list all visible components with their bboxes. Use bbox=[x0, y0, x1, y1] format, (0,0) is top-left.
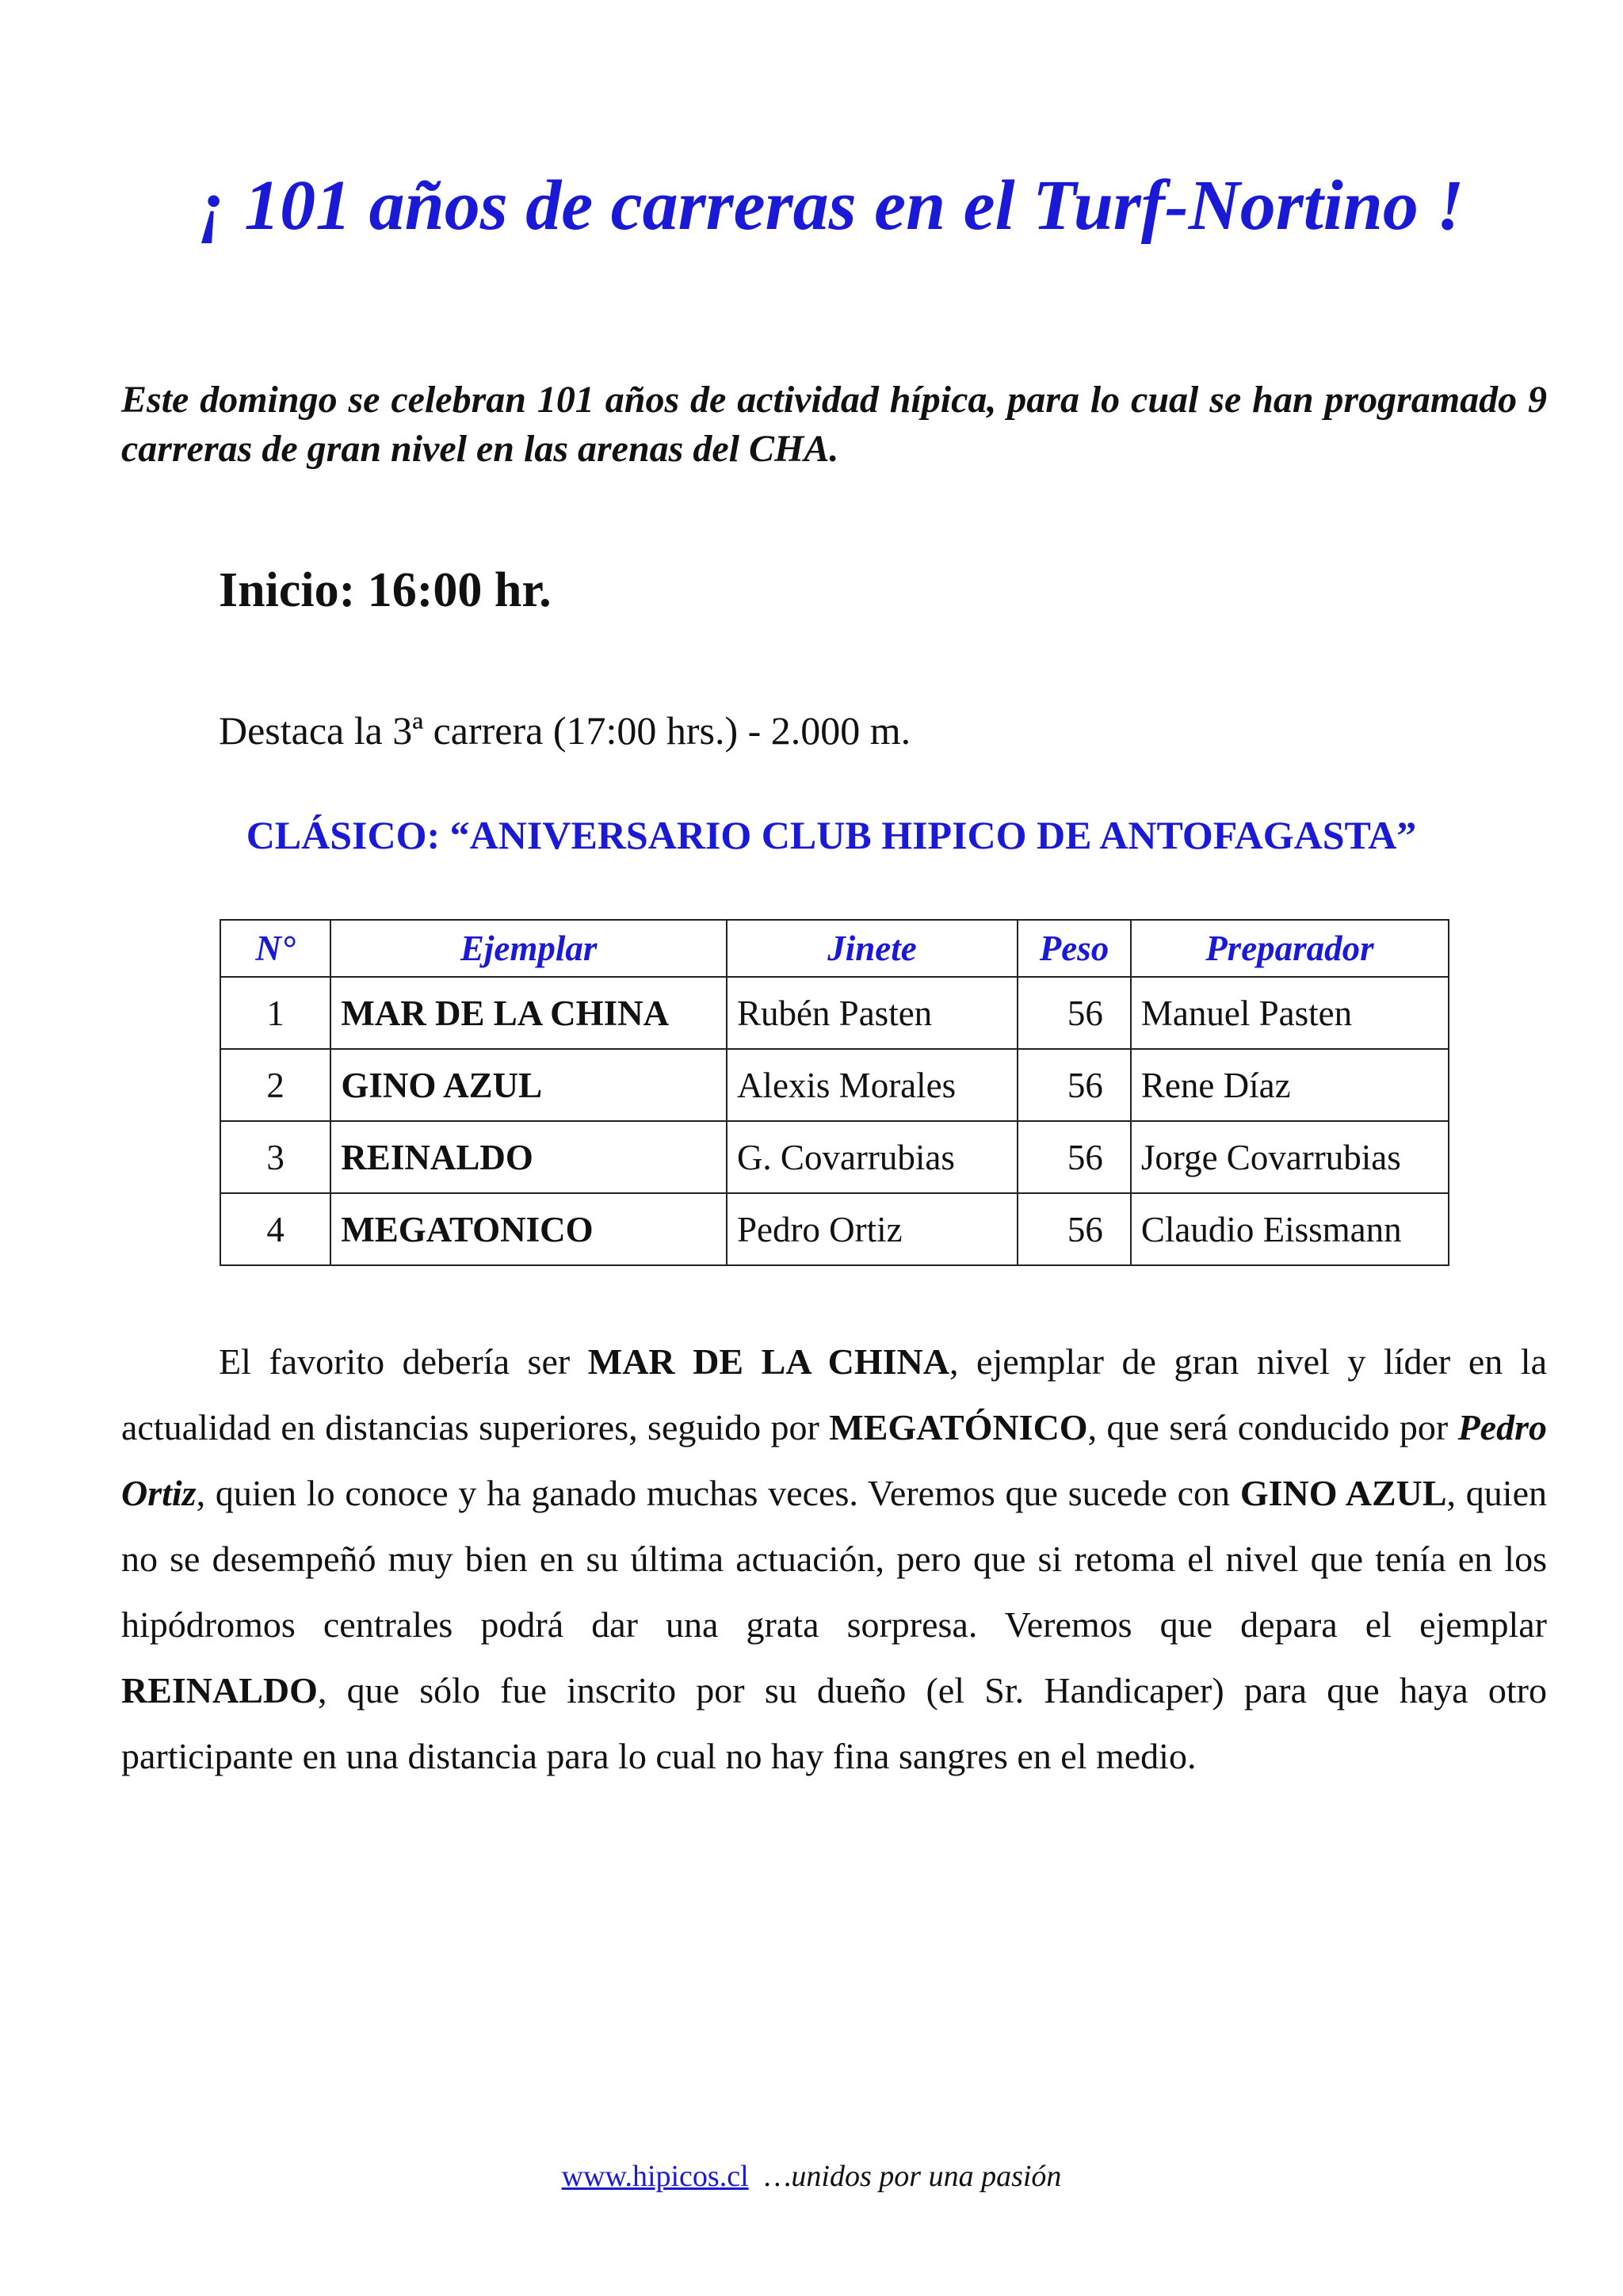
body-text-3: , que será conducido por bbox=[1087, 1407, 1458, 1447]
body-text-2: , ejemplar de gran nivel y líder en la actualidad en distancias superiores, seguido por bbox=[121, 1341, 1548, 1447]
header-weight: Peso bbox=[1018, 920, 1131, 977]
footer bbox=[0, 2159, 1623, 2194]
row-horse: GINO AZUL bbox=[330, 1049, 727, 1121]
row-jockey: Alexis Morales bbox=[727, 1049, 1018, 1121]
row-number: 4 bbox=[220, 1193, 330, 1265]
body-horse-mar-de-la-china: MAR DE LA CHINA bbox=[587, 1341, 949, 1382]
body-text-4: , quien lo conoce y ha ganado muchas veces. Veremos que sucede con bbox=[196, 1473, 1240, 1513]
header-horse: Ejemplar bbox=[330, 920, 727, 977]
footer-motto: …unidos por una pasión bbox=[764, 2160, 1062, 2193]
row-horse: REINALDO bbox=[330, 1121, 727, 1193]
row-horse: MAR DE LA CHINA bbox=[330, 977, 727, 1049]
row-number: 3 bbox=[220, 1121, 330, 1193]
entries-table bbox=[220, 919, 1449, 1266]
table-row bbox=[220, 977, 1449, 1049]
row-jockey: G. Covarrubias bbox=[727, 1121, 1018, 1193]
row-number: 1 bbox=[220, 977, 330, 1049]
classic-race-title: CLÁSICO: “ANIVERSARIO CLUB HIPICO DE ANTOFAGASTA” bbox=[246, 813, 1417, 857]
header-number: N° bbox=[220, 920, 330, 977]
row-trainer: Rene Díaz bbox=[1131, 1049, 1449, 1121]
row-weight: 56 bbox=[1018, 1049, 1131, 1121]
body-text-5: , quien no se desempeñó muy bien en su última actuación, pero que si retoma el nivel que tenía en los hipódromos centrales podrá dar una grata sorpresa. Veremos que depara el ejemplar bbox=[121, 1473, 1547, 1645]
row-jockey: Pedro Ortiz bbox=[727, 1193, 1018, 1265]
row-number: 2 bbox=[220, 1049, 330, 1121]
row-weight: 56 bbox=[1018, 1193, 1131, 1265]
body-horse-reinaldo: REINALDO bbox=[121, 1670, 318, 1711]
header-jockey: Jinete bbox=[727, 920, 1018, 977]
body-text-6: , que sólo fue inscrito por su dueño (el Sr. Handicaper) para que haya otro participante en una distancia para lo cual no hay fina sangres en el medio. bbox=[121, 1670, 1547, 1776]
featured-race: Destaca la 3ª carrera (17:00 hrs.) - 2.000 m. bbox=[219, 708, 911, 753]
table-row bbox=[220, 1193, 1449, 1265]
row-jockey: Rubén Pasten bbox=[727, 977, 1018, 1049]
table-row bbox=[220, 1049, 1449, 1121]
start-time: Inicio: 16:00 hr. bbox=[219, 563, 552, 617]
intro-paragraph: Este domingo se celebran 101 años de actividad hípica, para lo cual se han programado 9 carreras de gran nivel en las arenas del CHA. bbox=[121, 379, 1547, 470]
row-trainer: Jorge Covarrubias bbox=[1131, 1121, 1449, 1193]
row-horse: MEGATONICO bbox=[330, 1193, 727, 1265]
body-paragraph bbox=[121, 1329, 1547, 1789]
row-trainer: Claudio Eissmann bbox=[1131, 1193, 1449, 1265]
row-trainer: Manuel Pasten bbox=[1131, 977, 1449, 1049]
body-horse-gino-azul: GINO AZUL bbox=[1239, 1473, 1447, 1513]
footer-link[interactable]: www.hipicos.cl bbox=[561, 2160, 749, 2193]
table-header-row bbox=[220, 920, 1449, 977]
page-title: ¡ 101 años de carreras en el Turf-Nortino ! bbox=[198, 166, 1465, 245]
table-row bbox=[220, 1121, 1449, 1193]
body-jockey-pedro-ortiz: Pedro Ortiz bbox=[121, 1407, 1547, 1513]
body-text-1: El favorito debería ser bbox=[219, 1341, 588, 1382]
row-weight: 56 bbox=[1018, 1121, 1131, 1193]
row-weight: 56 bbox=[1018, 977, 1131, 1049]
body-horse-megatonico: MEGATÓNICO bbox=[829, 1407, 1088, 1447]
header-trainer: Preparador bbox=[1131, 920, 1449, 977]
